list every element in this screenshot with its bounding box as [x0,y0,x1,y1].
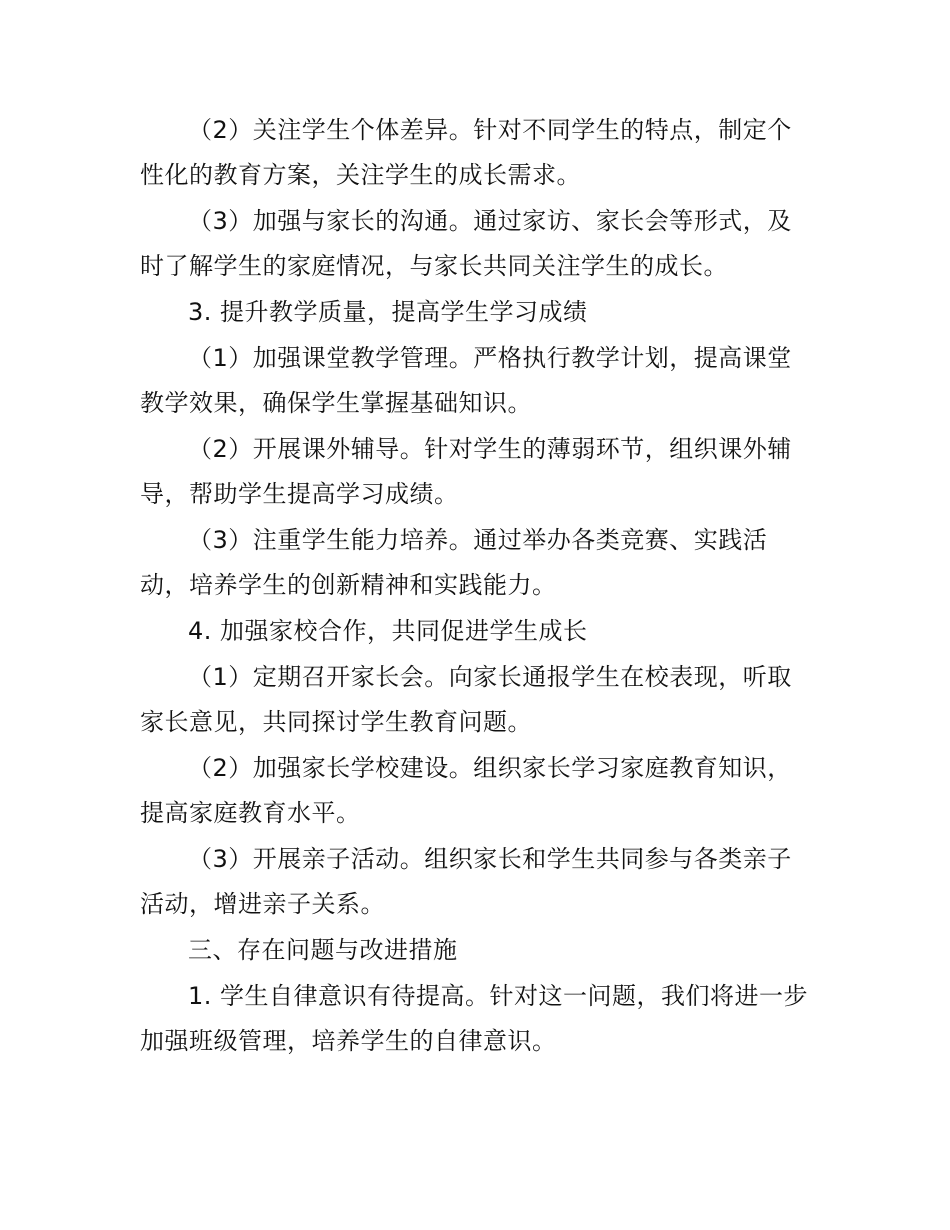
paragraph-parent-school: （2）加强家长学校建设。组织家长学习家庭教育知识，提高家庭教育水平。 [140,754,792,827]
paragraph-parent-child-activities: （3）开展亲子活动。组织家长和学生共同参与各类亲子活动，增进亲子关系。 [140,845,792,918]
section-heading-problems-improvements: 三、存在问题与改进措施 [188,936,458,964]
paragraph-care-individual-differences: （2）关注学生个体差异。针对不同学生的特点，制定个性化的教育方案，关注学生的成长需求。 [140,116,792,189]
paragraph-classroom-management: （1）加强课堂教学管理。严格执行教学计划，提高课堂教学效果，确保学生掌握基础知识。 [140,344,792,417]
paragraph-self-discipline: 1. 学生自律意识有待提高。针对这一问题，我们将进一步加强班级管理，培养学生的自律意识。 [140,982,809,1055]
paragraph-extracurricular-tutoring: （2）开展课外辅导。针对学生的薄弱环节，组织课外辅导，帮助学生提高学习成绩。 [140,435,792,508]
section-heading-home-school-cooperation: 4. 加强家校合作，共同促进学生成长 [188,617,588,645]
paragraph-ability-cultivation: （3）注重学生能力培养。通过举办各类竞赛、实践活动，培养学生的创新精神和实践能力。 [140,526,768,599]
document-page [140,108,812,1065]
paragraph-parent-meetings: （1）定期召开家长会。向家长通报学生在校表现，听取家长意见，共同探讨学生教育问题。 [140,663,792,736]
section-heading-teaching-quality: 3. 提升教学质量，提高学生学习成绩 [188,298,588,326]
paragraph-parent-communication: （3）加强与家长的沟通。通过家访、家长会等形式，及时了解学生的家庭情况，与家长共同关注学生的成长。 [140,207,792,280]
